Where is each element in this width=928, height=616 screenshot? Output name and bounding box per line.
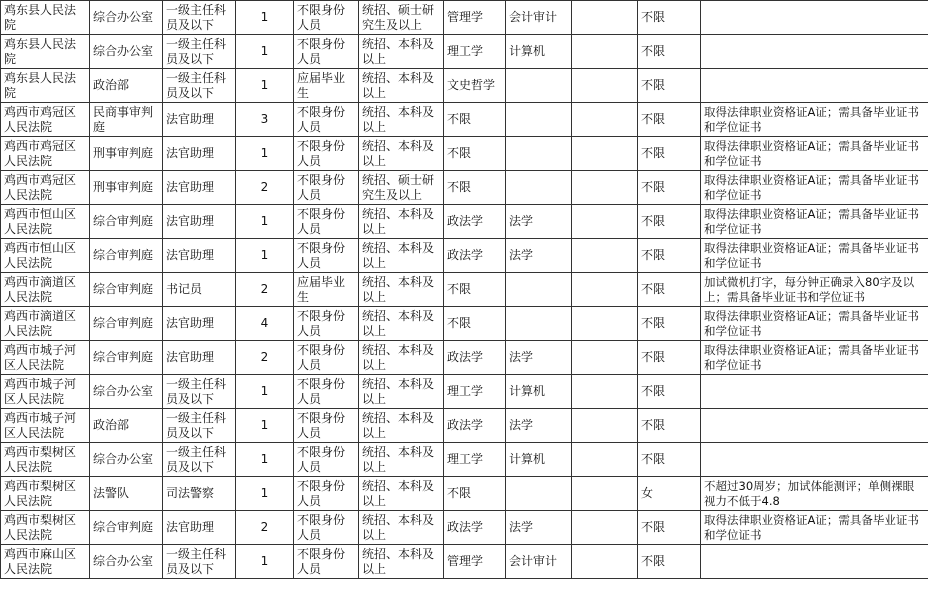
education-cell: 统招、本科及以上 — [359, 239, 444, 273]
other-requirements-cell — [701, 1, 928, 35]
education-cell: 统招、本科及以上 — [359, 273, 444, 307]
table-row — [1, 443, 928, 477]
department-cell: 政治部 — [90, 69, 163, 103]
gender-cell: 女 — [638, 477, 701, 511]
table-row — [1, 1, 928, 35]
unit-cell: 鸡西市滴道区人民法院 — [1, 273, 90, 307]
extra-cell — [572, 307, 638, 341]
headcount-cell: 1 — [236, 35, 294, 69]
department-cell: 综合办公室 — [90, 35, 163, 69]
major-category-cell: 不限 — [444, 137, 506, 171]
gender-cell: 不限 — [638, 103, 701, 137]
table-row — [1, 171, 928, 205]
table-row — [1, 375, 928, 409]
position-cell: 法官助理 — [163, 171, 236, 205]
gender-cell: 不限 — [638, 307, 701, 341]
department-cell: 综合审判庭 — [90, 239, 163, 273]
education-cell: 统招、本科及以上 — [359, 205, 444, 239]
position-cell: 一级主任科员及以下 — [163, 35, 236, 69]
education-cell: 统招、本科及以上 — [359, 375, 444, 409]
extra-cell — [572, 341, 638, 375]
table-row — [1, 35, 928, 69]
other-requirements-cell — [701, 545, 928, 579]
headcount-cell: 1 — [236, 69, 294, 103]
major-category-cell: 不限 — [444, 273, 506, 307]
position-cell: 法官助理 — [163, 511, 236, 545]
extra-cell — [572, 1, 638, 35]
major-cell — [506, 69, 572, 103]
unit-cell: 鸡西市梨树区人民法院 — [1, 443, 90, 477]
unit-cell: 鸡西市城子河区人民法院 — [1, 375, 90, 409]
major-cell: 法学 — [506, 511, 572, 545]
department-cell: 法警队 — [90, 477, 163, 511]
identity-cell: 不限身份人员 — [294, 409, 359, 443]
extra-cell — [572, 273, 638, 307]
gender-cell: 不限 — [638, 1, 701, 35]
gender-cell: 不限 — [638, 545, 701, 579]
identity-cell: 不限身份人员 — [294, 375, 359, 409]
major-cell — [506, 307, 572, 341]
major-category-cell: 管理学 — [444, 545, 506, 579]
other-requirements-cell: 加试微机打字，每分钟正确录入80字及以上；需具备毕业证书和学位证书 — [701, 273, 928, 307]
position-cell: 司法警察 — [163, 477, 236, 511]
table-row — [1, 307, 928, 341]
department-cell: 综合审判庭 — [90, 273, 163, 307]
department-cell: 政治部 — [90, 409, 163, 443]
major-category-cell: 政法学 — [444, 341, 506, 375]
major-category-cell: 不限 — [444, 103, 506, 137]
table-body — [1, 1, 928, 579]
gender-cell: 不限 — [638, 69, 701, 103]
extra-cell — [572, 409, 638, 443]
unit-cell: 鸡西市滴道区人民法院 — [1, 307, 90, 341]
identity-cell: 不限身份人员 — [294, 307, 359, 341]
headcount-cell: 1 — [236, 545, 294, 579]
major-cell: 会计审计 — [506, 1, 572, 35]
table-row — [1, 273, 928, 307]
gender-cell: 不限 — [638, 35, 701, 69]
unit-cell: 鸡东县人民法院 — [1, 35, 90, 69]
education-cell: 统招、本科及以上 — [359, 307, 444, 341]
unit-cell: 鸡西市梨树区人民法院 — [1, 477, 90, 511]
major-cell — [506, 137, 572, 171]
education-cell: 统招、硕士研究生及以上 — [359, 1, 444, 35]
major-category-cell: 管理学 — [444, 1, 506, 35]
department-cell: 综合办公室 — [90, 443, 163, 477]
gender-cell: 不限 — [638, 375, 701, 409]
table-row — [1, 69, 928, 103]
education-cell: 统招、本科及以上 — [359, 35, 444, 69]
major-category-cell: 不限 — [444, 477, 506, 511]
department-cell: 综合审判庭 — [90, 341, 163, 375]
major-category-cell: 不限 — [444, 307, 506, 341]
identity-cell: 不限身份人员 — [294, 511, 359, 545]
major-category-cell: 政法学 — [444, 409, 506, 443]
table-row — [1, 477, 928, 511]
extra-cell — [572, 239, 638, 273]
unit-cell: 鸡西市鸡冠区人民法院 — [1, 103, 90, 137]
headcount-cell: 1 — [236, 1, 294, 35]
identity-cell: 不限身份人员 — [294, 1, 359, 35]
gender-cell: 不限 — [638, 273, 701, 307]
unit-cell: 鸡东县人民法院 — [1, 69, 90, 103]
major-category-cell: 文史哲学 — [444, 69, 506, 103]
other-requirements-cell: 取得法律职业资格证A证；需具备毕业证书和学位证书 — [701, 307, 928, 341]
identity-cell: 不限身份人员 — [294, 137, 359, 171]
headcount-cell: 2 — [236, 273, 294, 307]
identity-cell: 不限身份人员 — [294, 103, 359, 137]
identity-cell: 不限身份人员 — [294, 477, 359, 511]
education-cell: 统招、本科及以上 — [359, 409, 444, 443]
education-cell: 统招、硕士研究生及以上 — [359, 171, 444, 205]
major-cell: 法学 — [506, 239, 572, 273]
extra-cell — [572, 545, 638, 579]
table-row — [1, 545, 928, 579]
department-cell: 综合审判庭 — [90, 307, 163, 341]
department-cell: 综合审判庭 — [90, 511, 163, 545]
department-cell: 民商事审判庭 — [90, 103, 163, 137]
major-cell — [506, 103, 572, 137]
gender-cell: 不限 — [638, 171, 701, 205]
identity-cell: 不限身份人员 — [294, 205, 359, 239]
major-cell: 会计审计 — [506, 545, 572, 579]
other-requirements-cell: 取得法律职业资格证A证；需具备毕业证书和学位证书 — [701, 511, 928, 545]
major-category-cell: 理工学 — [444, 443, 506, 477]
education-cell: 统招、本科及以上 — [359, 443, 444, 477]
major-cell: 计算机 — [506, 35, 572, 69]
table-row — [1, 511, 928, 545]
other-requirements-cell: 取得法律职业资格证A证；需具备毕业证书和学位证书 — [701, 205, 928, 239]
table-row — [1, 409, 928, 443]
table-row — [1, 103, 928, 137]
extra-cell — [572, 443, 638, 477]
major-cell: 法学 — [506, 341, 572, 375]
headcount-cell: 1 — [236, 443, 294, 477]
position-cell: 法官助理 — [163, 205, 236, 239]
department-cell: 综合审判庭 — [90, 205, 163, 239]
identity-cell: 不限身份人员 — [294, 171, 359, 205]
table-row — [1, 239, 928, 273]
position-cell: 法官助理 — [163, 137, 236, 171]
headcount-cell: 2 — [236, 341, 294, 375]
headcount-cell: 4 — [236, 307, 294, 341]
table-row — [1, 137, 928, 171]
position-cell: 法官助理 — [163, 307, 236, 341]
gender-cell: 不限 — [638, 205, 701, 239]
major-cell — [506, 171, 572, 205]
department-cell: 刑事审判庭 — [90, 137, 163, 171]
unit-cell: 鸡西市麻山区人民法院 — [1, 545, 90, 579]
unit-cell: 鸡西市城子河区人民法院 — [1, 341, 90, 375]
gender-cell: 不限 — [638, 239, 701, 273]
identity-cell: 应届毕业生 — [294, 69, 359, 103]
major-category-cell: 理工学 — [444, 35, 506, 69]
table-row — [1, 341, 928, 375]
major-category-cell: 政法学 — [444, 205, 506, 239]
unit-cell: 鸡东县人民法院 — [1, 1, 90, 35]
identity-cell: 不限身份人员 — [294, 239, 359, 273]
education-cell: 统招、本科及以上 — [359, 511, 444, 545]
position-cell: 一级主任科员及以下 — [163, 409, 236, 443]
department-cell: 综合办公室 — [90, 545, 163, 579]
identity-cell: 不限身份人员 — [294, 545, 359, 579]
headcount-cell: 1 — [236, 239, 294, 273]
major-cell: 计算机 — [506, 375, 572, 409]
other-requirements-cell: 取得法律职业资格证A证；需具备毕业证书和学位证书 — [701, 341, 928, 375]
unit-cell: 鸡西市恒山区人民法院 — [1, 205, 90, 239]
major-category-cell: 不限 — [444, 171, 506, 205]
extra-cell — [572, 103, 638, 137]
headcount-cell: 2 — [236, 511, 294, 545]
major-cell: 法学 — [506, 409, 572, 443]
extra-cell — [572, 375, 638, 409]
identity-cell: 应届毕业生 — [294, 273, 359, 307]
unit-cell: 鸡西市鸡冠区人民法院 — [1, 171, 90, 205]
education-cell: 统招、本科及以上 — [359, 137, 444, 171]
other-requirements-cell: 不超过30周岁；加试体能测评；单侧裸眼视力不低于4.8 — [701, 477, 928, 511]
other-requirements-cell — [701, 69, 928, 103]
department-cell: 刑事审判庭 — [90, 171, 163, 205]
gender-cell: 不限 — [638, 409, 701, 443]
education-cell: 统招、本科及以上 — [359, 477, 444, 511]
headcount-cell: 1 — [236, 375, 294, 409]
other-requirements-cell — [701, 443, 928, 477]
education-cell: 统招、本科及以上 — [359, 341, 444, 375]
other-requirements-cell: 取得法律职业资格证A证；需具备毕业证书和学位证书 — [701, 239, 928, 273]
table-row — [1, 205, 928, 239]
education-cell: 统招、本科及以上 — [359, 103, 444, 137]
identity-cell: 不限身份人员 — [294, 341, 359, 375]
extra-cell — [572, 511, 638, 545]
headcount-cell: 3 — [236, 103, 294, 137]
department-cell: 综合办公室 — [90, 375, 163, 409]
identity-cell: 不限身份人员 — [294, 443, 359, 477]
major-cell — [506, 477, 572, 511]
unit-cell: 鸡西市梨树区人民法院 — [1, 511, 90, 545]
headcount-cell: 1 — [236, 409, 294, 443]
other-requirements-cell — [701, 409, 928, 443]
major-cell: 计算机 — [506, 443, 572, 477]
extra-cell — [572, 69, 638, 103]
position-cell: 法官助理 — [163, 239, 236, 273]
headcount-cell: 2 — [236, 171, 294, 205]
gender-cell: 不限 — [638, 443, 701, 477]
major-category-cell: 政法学 — [444, 511, 506, 545]
major-cell: 法学 — [506, 205, 572, 239]
other-requirements-cell: 取得法律职业资格证A证；需具备毕业证书和学位证书 — [701, 171, 928, 205]
unit-cell: 鸡西市恒山区人民法院 — [1, 239, 90, 273]
unit-cell: 鸡西市城子河区人民法院 — [1, 409, 90, 443]
other-requirements-cell: 取得法律职业资格证A证；需具备毕业证书和学位证书 — [701, 103, 928, 137]
headcount-cell: 1 — [236, 137, 294, 171]
headcount-cell: 1 — [236, 205, 294, 239]
position-cell: 一级主任科员及以下 — [163, 69, 236, 103]
other-requirements-cell — [701, 375, 928, 409]
other-requirements-cell: 取得法律职业资格证A证；需具备毕业证书和学位证书 — [701, 137, 928, 171]
position-cell: 一级主任科员及以下 — [163, 443, 236, 477]
position-cell: 书记员 — [163, 273, 236, 307]
position-cell: 一级主任科员及以下 — [163, 1, 236, 35]
headcount-cell: 1 — [236, 477, 294, 511]
position-cell: 一级主任科员及以下 — [163, 545, 236, 579]
education-cell: 统招、本科及以上 — [359, 69, 444, 103]
extra-cell — [572, 137, 638, 171]
education-cell: 统招、本科及以上 — [359, 545, 444, 579]
gender-cell: 不限 — [638, 511, 701, 545]
department-cell: 综合办公室 — [90, 1, 163, 35]
major-cell — [506, 273, 572, 307]
other-requirements-cell — [701, 35, 928, 69]
gender-cell: 不限 — [638, 137, 701, 171]
identity-cell: 不限身份人员 — [294, 35, 359, 69]
position-cell: 法官助理 — [163, 103, 236, 137]
extra-cell — [572, 477, 638, 511]
major-category-cell: 理工学 — [444, 375, 506, 409]
extra-cell — [572, 171, 638, 205]
major-category-cell: 政法学 — [444, 239, 506, 273]
position-cell: 法官助理 — [163, 341, 236, 375]
unit-cell: 鸡西市鸡冠区人民法院 — [1, 137, 90, 171]
extra-cell — [572, 35, 638, 69]
gender-cell: 不限 — [638, 341, 701, 375]
extra-cell — [572, 205, 638, 239]
position-cell: 一级主任科员及以下 — [163, 375, 236, 409]
